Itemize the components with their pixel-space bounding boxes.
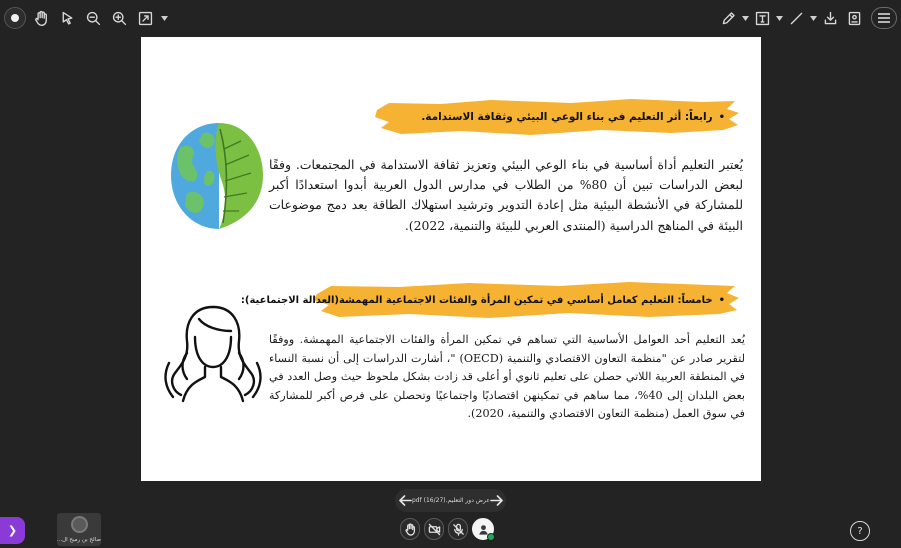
text-dropdown[interactable] xyxy=(775,7,783,29)
camera-toggle-button[interactable] xyxy=(424,518,444,540)
document-name: عرض دور التعليم.pdf (16/27) xyxy=(412,497,490,504)
help-button[interactable] xyxy=(850,521,870,541)
fit-page-icon xyxy=(137,10,154,27)
mic-off-icon xyxy=(452,523,465,536)
bullet: • xyxy=(718,111,725,123)
section-4-paragraph: يُعتبر التعليم أداة أساسية في بناء الوعي البيئي وتعزيز ثقافة الاستدامة في المجتمعات. وفقًا لبعض الدراسات تبين أن 80% من الطلاب في مدارس الدول العربية أبدوا استعدادًا أكبر للمشاركة في الأنشطة البيئية مثل إعادة التدوير وترشيد استهلاك الطاقة بعد دمج موضوعات البيئة في المناهج الدراسية (المنتدى العربي للبيئة والتنمية، 2022). xyxy=(269,157,744,233)
earth-leaf-illustration xyxy=(167,115,267,233)
line-icon xyxy=(788,10,805,27)
section-5-heading xyxy=(241,280,725,320)
zoom-out-button[interactable] xyxy=(82,7,104,29)
zoom-in-icon xyxy=(111,10,128,27)
presentation-slide xyxy=(141,37,761,481)
section-5-paragraph: يُعد التعليم أحد العوامل الأساسية التي تساهم في تمكين المرأة والفئات الاجتماعية المهمشة. ووفقًا لتقرير صادر عن "منظمة التعاون الاقتصادي والتنمية (OECD) "، أشارت الدراسات إلى أن نسبة النساء في المنطقة العربية اللاتي حصلن على تعليم ثانوي أو أعلى قد زادت بشكل ملحوظ حيث وصل العدد في بعض البلدان إلى 40%، مما ساهم في تمكينهن اقتصاديًا واجتماعيًا وتحصلن على فرص أكبر للمشاركة في سوق العمل (منظمة التعاون الاقتصادي والتنمية، 2020). xyxy=(269,333,745,421)
hand-tool-button[interactable] xyxy=(30,7,52,29)
menu-icon xyxy=(877,12,891,24)
text-box-icon xyxy=(754,10,771,27)
woman-line-illustration xyxy=(159,301,267,407)
chevron-down-icon xyxy=(776,16,783,21)
text-box-button[interactable] xyxy=(751,7,773,29)
previous-page-button[interactable] xyxy=(399,493,412,509)
presentation-icon xyxy=(846,10,863,27)
user-status-button[interactable] xyxy=(472,518,494,540)
section-4-heading xyxy=(421,97,725,137)
chevron-down-icon xyxy=(742,16,749,21)
bullet: • xyxy=(718,294,725,306)
presentation-button[interactable] xyxy=(843,7,865,29)
download-button[interactable] xyxy=(819,7,841,29)
viewer-toolbar-left xyxy=(4,6,168,30)
participant-name: صالح بن رميح ال... xyxy=(56,537,101,543)
chevron-down-icon xyxy=(161,16,168,21)
meeting-controls xyxy=(400,518,494,540)
section-5-banner xyxy=(240,280,741,320)
arrow-left-icon xyxy=(399,495,412,506)
chevron-down-icon xyxy=(810,16,817,21)
pointer-tool-button[interactable] xyxy=(56,7,78,29)
zoom-in-button[interactable] xyxy=(108,7,130,29)
question-icon: ? xyxy=(857,525,863,537)
chevron-right-icon: ❯ xyxy=(7,524,18,537)
raise-hand-button[interactable] xyxy=(400,518,420,540)
section-4-banner xyxy=(371,97,741,137)
next-page-button[interactable] xyxy=(490,493,503,509)
record-button[interactable] xyxy=(4,7,26,29)
line-dropdown[interactable] xyxy=(809,7,817,29)
line-tool-button[interactable] xyxy=(785,7,807,29)
zoom-out-icon xyxy=(85,10,102,27)
pen-icon xyxy=(720,10,737,27)
arrow-right-icon xyxy=(490,495,503,506)
raise-hand-icon xyxy=(404,523,417,536)
camera-off-icon xyxy=(428,523,441,536)
expand-sidebar-button[interactable] xyxy=(0,517,25,544)
section-5-heading-text: خامساً: التعليم كعامل أساسي في تمكين المرأة والفئات الاجتماعية المهمشة(العدالة الاجتماعية): xyxy=(240,294,713,306)
section-4-heading-text: رابعاً: أثر التعليم في بناء الوعي البيئي وثقافة الاستدامة. xyxy=(421,111,713,123)
fit-page-button[interactable] xyxy=(134,7,156,29)
hand-icon xyxy=(33,10,50,27)
viewer-toolbar-right xyxy=(717,6,897,30)
zoom-dropdown[interactable] xyxy=(160,7,168,29)
pen-tool-button[interactable] xyxy=(717,7,739,29)
avatar xyxy=(71,516,88,533)
microphone-toggle-button[interactable] xyxy=(448,518,468,540)
online-status-badge xyxy=(487,533,495,541)
page-navigator xyxy=(395,489,506,512)
menu-button[interactable] xyxy=(871,7,897,29)
pen-dropdown[interactable] xyxy=(741,7,749,29)
pointer-icon xyxy=(59,10,76,27)
download-icon xyxy=(822,10,839,27)
record-icon xyxy=(11,14,19,22)
